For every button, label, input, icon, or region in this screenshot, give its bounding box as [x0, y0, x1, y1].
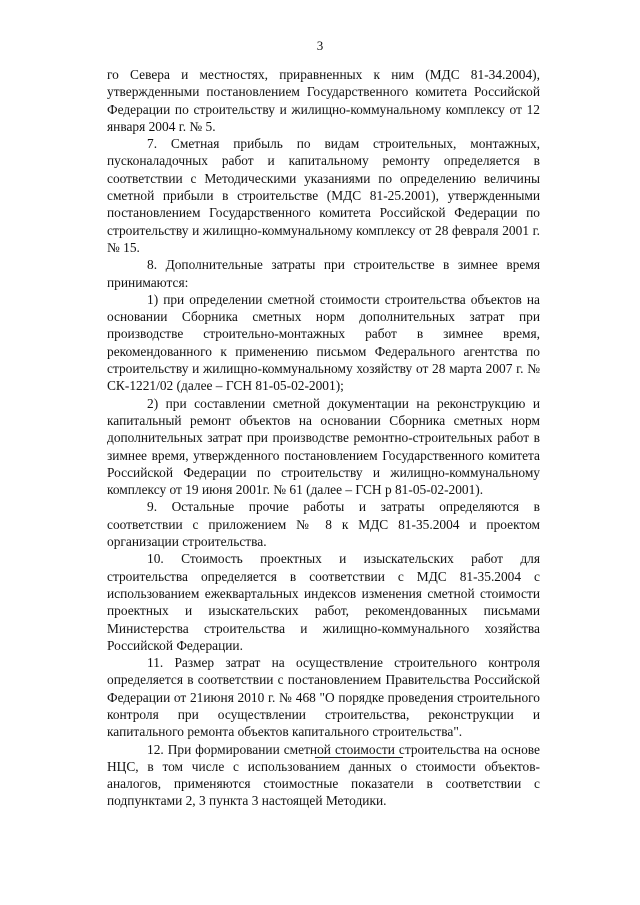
paragraph-item-10: 10. Стоимость проектных и изыскательских работ для строительства определяется в соответствии с МДС 81-35.2004 с использованием ежеквартальных индексов изменения сметной стоимости проектных и изыскательских работ, рекомендованных письмами Министерства строительства и жилищно-коммунального хозяйства Российской Федерации.: [107, 551, 540, 653]
paragraph-item-12: 12. При формировании сметной стоимости строительства на основе НЦС, в том числе с использованием данных о стоимости объектов-аналогов, применяются стоимостные показатели в соответствии с подпунктами 2, 3 пункта 3 настоящей Методики.: [107, 741, 540, 809]
paragraph-continuation: го Севера и местностях, приравненных к ним (МДС 81-34.2004), утвержденными постановлением Государственного комитета Российской Федерации по строительству и жилищно-коммунальному комплексу от 12 января 2004 г. № 5.: [107, 67, 540, 134]
end-divider: [315, 757, 403, 758]
paragraph-item-8-2: 2) при составлении сметной документации на реконструкцию и капитальный ремонт объектов на основании Сборника сметных норм дополнительных затрат при производстве ремонтно-строительных работ в зимнее время, утвержденного постановлением Государственного комитета Российской Федерации по строительству и жилищно-коммунальному комплексу от 19 июня 2001г. № 61 (далее – ГСН р 81-05-02-2001).: [107, 395, 540, 498]
paragraph-item-9: 9. Остальные прочие работы и затраты определяются в соответствии с приложением № 8 к МДС 81-35.2004 и проектом организации строительства.: [107, 499, 540, 550]
paragraph-item-11: 11. Размер затрат на осуществление строительного контроля определяется в соответствии с постановлением Правительства Российской Федерации от 21июня 2010 г. № 468 "О порядке проведения строительного контроля при осуществлении строительства, реконструкции и капитального ремонта объектов капитального строительства".: [107, 655, 540, 740]
paragraph-item-8: 8. Дополнительные затраты при строительстве в зимнее время принимаются:: [107, 257, 540, 290]
page-number: 3: [316, 38, 324, 53]
document-body: [107, 66, 540, 810]
paragraph-item-8-1: 1) при определении сметной стоимости строительства объектов на основании Сборника сметных норм дополнительных затрат при производстве строительно-монтажных работ в зимнее время, рекомендованного к применению письмом Федерального агентства по строительству и жилищно-коммунальному хозяйству от 28 марта 2007 г. № СК-1221/02 (далее – ГСН 81-05-02-2001);: [107, 291, 540, 394]
paragraph-item-7: 7. Сметная прибыль по видам строительных, монтажных, пусконаладочных работ и капитальному ремонту определяется в соответствии с Методическими указаниями по определению величины сметной прибыли в строительстве (МДС 81-25.2001), утвержденными постановлением Государственного комитета Российской Федерации по строительству и жилищно-коммунальному комплексу от 28 февраля 2001 г. № 15.: [107, 136, 540, 255]
